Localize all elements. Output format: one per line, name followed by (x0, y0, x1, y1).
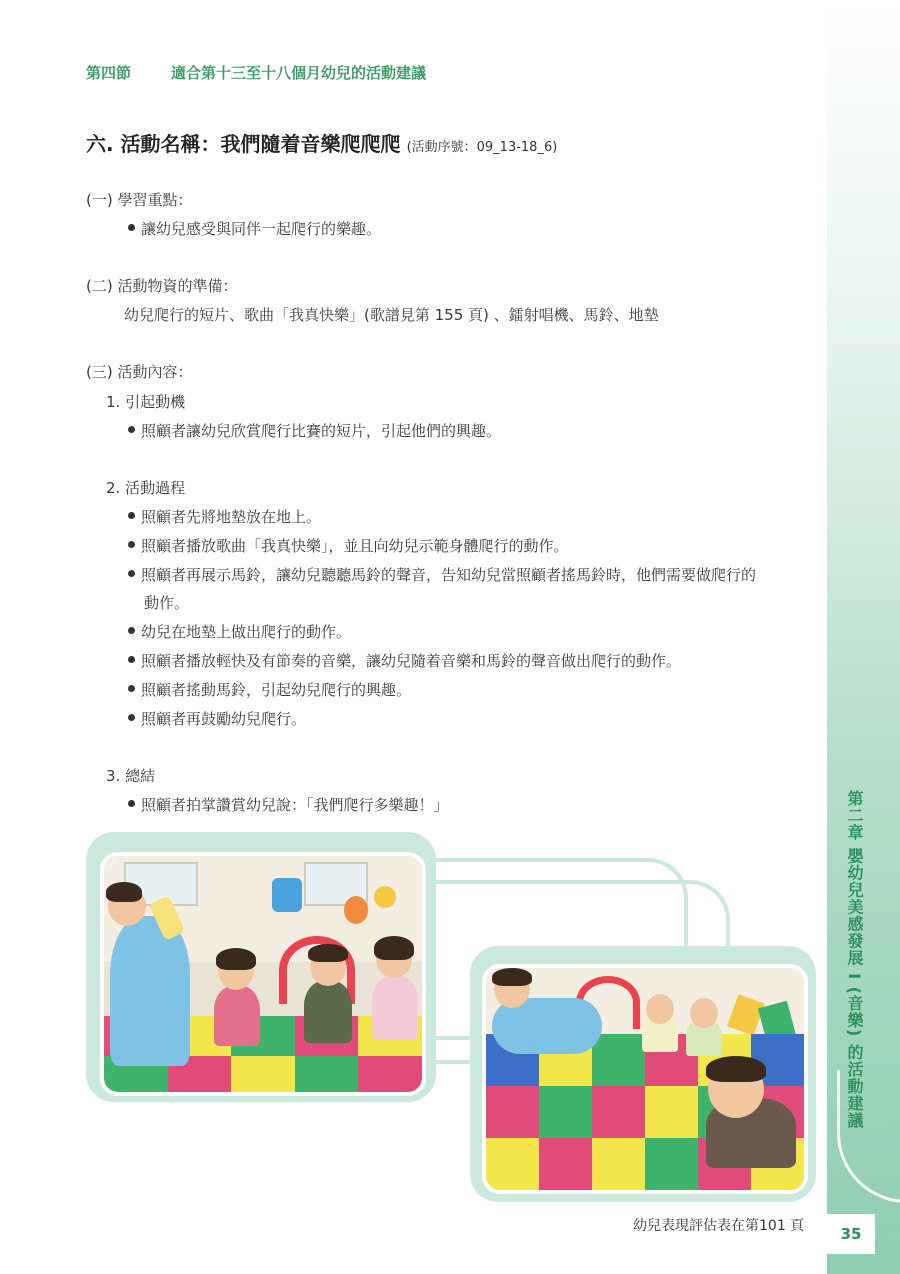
process-item: 照顧者先將地墊放在地上。 (128, 507, 321, 527)
motivation-heading: 1. 引起動機 (106, 393, 186, 411)
learning-focus-item: 讓幼兒感受與同伴一起爬行的樂趣。 (128, 219, 381, 239)
assessment-note: 幼兒表現評估表在第101 頁 (633, 1218, 805, 1234)
section-number: 第四節 (86, 64, 132, 82)
summary-item: 照顧者拍掌讚賞幼兒說：「我們爬行多樂趣！」 (128, 795, 449, 815)
learning-focus-heading: (一) 學習重點： (86, 191, 193, 209)
materials-heading: (二) 活動物資的準備： (86, 277, 238, 295)
activity-name: 六. 活動名稱：我們隨着音樂爬爬爬 (86, 132, 401, 156)
section-title: 適合第十三至十八個月幼兒的活動建議 (171, 64, 427, 82)
process-item: 照顧者再鼓勵幼兒爬行。 (128, 709, 306, 729)
activity-photo-1 (100, 852, 426, 1096)
page-number: 35 (827, 1214, 875, 1254)
process-item: 照顧者播放歌曲「我真快樂」，並且向幼兒示範身體爬行的動作。 (128, 536, 569, 556)
process-item: 照顧者搖動馬鈴，引起幼兒爬行的興趣。 (128, 680, 411, 700)
chapter-title: 第二章 嬰幼兒美感發展 I (音樂) 的活動建議 (845, 790, 864, 1129)
process-item-continuation: 動作。 (144, 594, 190, 612)
process-item: 照顧者再展示馬鈴，讓幼兒聽聽馬鈴的聲音，告知幼兒當照顧者搖馬鈴時，他們需要做爬行的 (128, 565, 756, 585)
process-heading: 2. 活動過程 (106, 479, 186, 497)
process-item: 照顧者播放輕快及有節奏的音樂，讓幼兒隨着音樂和馬鈴的聲音做出爬行的動作。 (128, 651, 681, 671)
materials-text: 幼兒爬行的短片、歌曲「我真快樂」(歌譜見第 155 頁) 、鐳射唱機、馬鈴、地墊 (124, 306, 659, 324)
activity-code: (活動序號：09_13-18_6) (406, 140, 558, 155)
content-heading: (三) 活動內容： (86, 363, 193, 381)
motivation-item: 照顧者讓幼兒欣賞爬行比賽的短片，引起他們的興趣。 (128, 421, 501, 441)
section-header (86, 62, 426, 83)
process-item: 幼兒在地墊上做出爬行的動作。 (128, 622, 351, 642)
summary-heading: 3. 總結 (106, 767, 156, 785)
activity-photo-2 (482, 964, 808, 1194)
activity-title (86, 128, 557, 157)
